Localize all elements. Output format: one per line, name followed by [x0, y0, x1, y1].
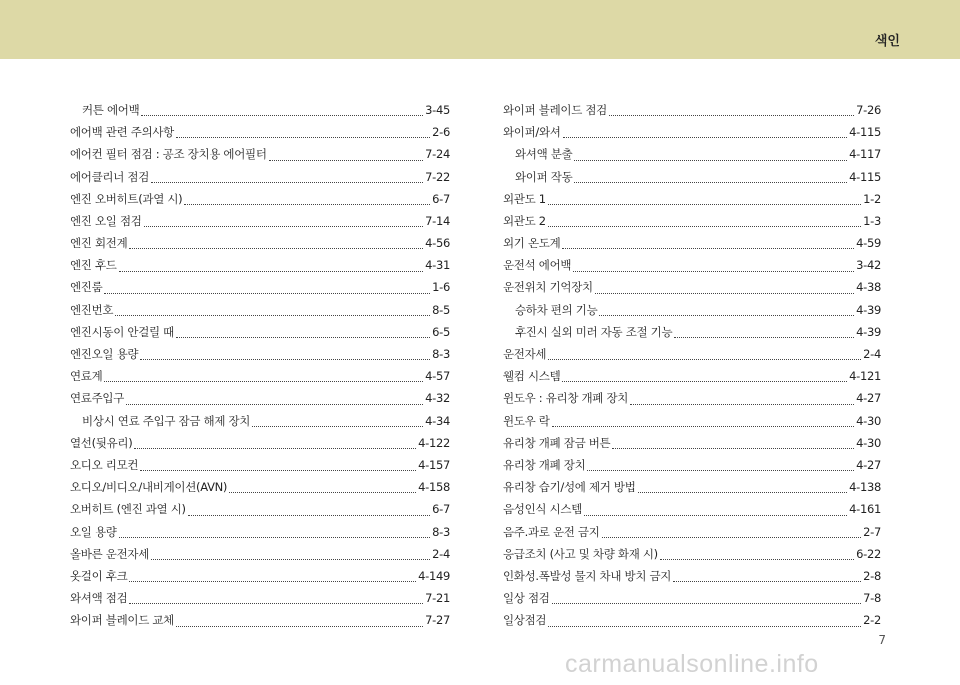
dot-leader [252, 426, 423, 427]
index-entry [70, 498, 450, 520]
index-entry-label: 일상 점검 [503, 591, 550, 606]
index-entry-page: 4-27 [856, 457, 881, 472]
index-entry [70, 432, 450, 454]
index-entry-label: 운전자세 [503, 347, 547, 362]
index-entry-label: 유리창 습기/성에 제거 방법 [503, 480, 636, 495]
index-entry-label: 옷걸이 후크 [70, 568, 128, 583]
index-entry-label: 엔진 후드 [70, 258, 117, 273]
index-entry-page: 6-7 [432, 191, 450, 206]
dot-leader [609, 115, 854, 116]
index-entry-page: 3-42 [856, 258, 881, 273]
dot-leader [184, 204, 430, 205]
index-entry [70, 387, 450, 409]
index-entry-label: 인화성.폭발성 물지 차내 방치 금지 [503, 568, 672, 583]
dot-leader [674, 337, 854, 338]
index-entry-page: 4-39 [856, 302, 881, 317]
dot-leader [574, 160, 847, 161]
index-entry-page: 4-59 [856, 236, 881, 251]
index-entry-label: 오일 용량 [70, 524, 117, 539]
index-entry [70, 609, 450, 631]
index-entry-page: 4-38 [856, 280, 881, 295]
index-entry-label: 외관도 2 [503, 213, 546, 228]
dot-leader [548, 359, 861, 360]
index-entry-page: 1-6 [432, 280, 450, 295]
index-entry-label: 올바른 운전자세 [70, 546, 150, 561]
index-entry-page: 4-56 [425, 236, 450, 251]
dot-leader [126, 404, 423, 405]
index-entry-label: 에어컨 필터 점검 : 공조 장치용 에어필터 [70, 147, 267, 162]
index-entry-page: 3-45 [425, 102, 450, 117]
index-entry [503, 343, 881, 365]
index-entry-page: 6-5 [432, 324, 450, 339]
dot-leader [548, 204, 861, 205]
index-entry [503, 410, 881, 432]
index-entry-page: 4-161 [849, 502, 881, 517]
index-entry [503, 543, 881, 565]
index-entry [503, 476, 881, 498]
index-entry-page: 8-3 [432, 347, 450, 362]
index-entry [70, 232, 450, 254]
index-entry-label: 음성인식 시스템 [503, 502, 583, 517]
index-entry-page: 6-22 [856, 546, 881, 561]
index-entry [503, 365, 881, 387]
dot-leader [176, 137, 430, 138]
index-entry-label: 오디오/비디오/내비게이션(AVN) [70, 480, 228, 495]
index-entry [70, 143, 450, 165]
index-entry-label: 외관도 1 [503, 191, 546, 206]
dot-leader [141, 115, 423, 116]
index-entry-page: 2-4 [863, 347, 881, 362]
index-entry-page: 4-30 [856, 435, 881, 450]
dot-leader [584, 515, 847, 516]
index-entry [70, 476, 450, 498]
index-entry [503, 432, 881, 454]
index-entry [503, 121, 881, 143]
dot-leader [129, 581, 416, 582]
index-entry [70, 99, 450, 121]
index-entry-page: 4-27 [856, 391, 881, 406]
index-entry [70, 321, 450, 343]
index-entry-page: 4-149 [418, 568, 450, 583]
index-entry-label: 엔진 회전계 [70, 236, 128, 251]
index-entry-page: 7-26 [856, 102, 881, 117]
index-entry-page: 1-3 [863, 213, 881, 228]
index-entry-label: 연료계 [70, 369, 103, 384]
index-entry [503, 299, 881, 321]
index-entry [70, 277, 450, 299]
index-entry [503, 232, 881, 254]
index-entry-label: 음주.과로 운전 금지 [503, 524, 600, 539]
index-entry-label: 커튼 에어백 [82, 102, 140, 117]
index-entry-page: 7-24 [425, 147, 450, 162]
header-band [0, 0, 960, 59]
dot-leader [119, 271, 424, 272]
index-entry-page: 4-34 [425, 413, 450, 428]
index-entry [70, 587, 450, 609]
index-entry-label: 엔진번호 [70, 302, 114, 317]
dot-leader [573, 271, 854, 272]
index-entry-label: 와이퍼 블레이드 점검 [503, 102, 607, 117]
dot-leader [638, 492, 848, 493]
index-entry [70, 565, 450, 587]
index-entry-page: 7-14 [425, 213, 450, 228]
dot-leader [176, 337, 430, 338]
page-number: 7 [878, 633, 886, 647]
dot-leader [151, 182, 423, 183]
index-entry [70, 166, 450, 188]
dot-leader [269, 160, 423, 161]
index-entry-page: 7-21 [425, 591, 450, 606]
index-entry-label: 승하차 편의 기능 [515, 302, 598, 317]
index-entry [503, 143, 881, 165]
index-entry-page: 2-4 [432, 546, 450, 561]
index-column-left [70, 99, 450, 632]
index-entry-label: 운전위치 기억장치 [503, 280, 593, 295]
dot-leader [673, 581, 861, 582]
index-entry-label: 오버히트 (엔진 과열 시) [70, 502, 186, 517]
index-entry-label: 열선(뒷유리) [70, 435, 133, 450]
index-entry-label: 와셔액 분출 [515, 147, 573, 162]
index-entry [70, 299, 450, 321]
dot-leader [188, 515, 430, 516]
index-entry-label: 엔진오일 용량 [70, 347, 139, 362]
index-entry-label: 와이퍼 작동 [515, 169, 573, 184]
index-entry-label: 웰컴 시스템 [503, 369, 561, 384]
index-entry-page: 4-158 [418, 480, 450, 495]
dot-leader [602, 537, 862, 538]
index-entry-page: 4-157 [418, 457, 450, 472]
index-entry-page: 7-8 [863, 591, 881, 606]
index-entry-page: 7-27 [425, 613, 450, 628]
index-entry-page: 2-2 [863, 613, 881, 628]
index-entry-label: 엔진 오버히트(과열 시) [70, 191, 183, 206]
index-column-right [503, 99, 881, 632]
index-entry [503, 387, 881, 409]
dot-leader [129, 248, 423, 249]
index-entry-page: 2-8 [863, 568, 881, 583]
index-entry [70, 210, 450, 232]
index-entry [503, 166, 881, 188]
index-entry-label: 비상시 연료 주입구 잠금 해제 장치 [82, 413, 251, 428]
dot-leader [119, 537, 431, 538]
index-entry-label: 윈도우 : 유리창 개폐 장치 [503, 391, 629, 406]
index-entry-label: 엔진시동이 안걸릴 때 [70, 324, 174, 339]
index-entry [70, 365, 450, 387]
index-entry-page: 4-138 [849, 480, 881, 495]
dot-leader [548, 226, 861, 227]
index-entry-label: 후진시 실외 미러 자동 조절 기능 [515, 324, 673, 339]
dot-leader [104, 381, 423, 382]
index-entry-page: 1-2 [863, 191, 881, 206]
index-entry-label: 오디오 리모컨 [70, 457, 139, 472]
index-entry-label: 운전석 에어백 [503, 258, 572, 273]
dot-leader [599, 315, 854, 316]
dot-leader [144, 226, 424, 227]
index-entry-label: 와이퍼/와셔 [503, 125, 561, 140]
dot-leader [229, 492, 416, 493]
dot-leader [548, 626, 861, 627]
dot-leader [140, 470, 416, 471]
index-entry-page: 6-7 [432, 502, 450, 517]
index-entry-label: 에어백 관련 주의사항 [70, 125, 174, 140]
index-entry-page: 4-121 [849, 369, 881, 384]
dot-leader [562, 381, 847, 382]
dot-leader [140, 359, 430, 360]
index-entry-label: 외기 온도계 [503, 236, 561, 251]
dot-leader [115, 315, 430, 316]
index-entry-page: 4-57 [425, 369, 450, 384]
index-entry [70, 121, 450, 143]
index-entry-page: 4-31 [425, 258, 450, 273]
dot-leader [563, 137, 847, 138]
index-entry-page: 2-7 [863, 524, 881, 539]
index-entry-page: 2-6 [432, 125, 450, 140]
index-entry [503, 254, 881, 276]
dot-leader [104, 293, 430, 294]
index-entry [70, 543, 450, 565]
index-entry [503, 321, 881, 343]
section-title: 색인 [874, 34, 900, 49]
index-entry-label: 엔진 오일 점검 [70, 213, 142, 228]
index-entry [503, 498, 881, 520]
index-entry [503, 565, 881, 587]
dot-leader [151, 559, 430, 560]
index-entry-label: 응급조치 (사고 및 차량 화재 시) [503, 546, 658, 561]
dot-leader [176, 626, 423, 627]
index-entry [70, 188, 450, 210]
index-entry [70, 254, 450, 276]
dot-leader [595, 293, 854, 294]
index-entry [503, 188, 881, 210]
index-entry [503, 99, 881, 121]
index-entry-page: 7-22 [425, 169, 450, 184]
index-entry-page: 4-122 [418, 435, 450, 450]
index-entry-label: 연료주입구 [70, 391, 125, 406]
index-entry [503, 609, 881, 631]
index-entry-page: 4-32 [425, 391, 450, 406]
watermark: carmanualsonline.info [565, 650, 819, 678]
index-entry [70, 521, 450, 543]
index-entry-page: 4-115 [849, 169, 881, 184]
dot-leader [660, 559, 854, 560]
index-entry [503, 277, 881, 299]
dot-leader [562, 248, 854, 249]
dot-leader [552, 603, 862, 604]
dot-leader [129, 603, 423, 604]
dot-leader [552, 426, 855, 427]
index-entry-page: 4-39 [856, 324, 881, 339]
index-entry-page: 4-30 [856, 413, 881, 428]
index-entry-label: 에어클리너 점검 [70, 169, 150, 184]
index-entry-label: 유리창 개폐 잠금 버튼 [503, 435, 611, 450]
index-entry-page: 8-5 [432, 302, 450, 317]
index-entry [503, 454, 881, 476]
index-entry-page: 4-117 [849, 147, 881, 162]
dot-leader [630, 404, 854, 405]
dot-leader [574, 182, 847, 183]
index-entry-page: 4-115 [849, 125, 881, 140]
index-entry-label: 윈도우 락 [503, 413, 550, 428]
index-entry [503, 587, 881, 609]
index-entry-label: 일상점검 [503, 613, 547, 628]
index-entry-label: 엔진룸 [70, 280, 103, 295]
dot-leader [612, 448, 854, 449]
index-entry-page: 8-3 [432, 524, 450, 539]
index-entry-label: 와이퍼 블레이드 교체 [70, 613, 174, 628]
index-entry-label: 유리창 개폐 장치 [503, 457, 586, 472]
index-entry-label: 와셔액 점검 [70, 591, 128, 606]
dot-leader [587, 470, 854, 471]
index-entry [503, 521, 881, 543]
index-entry [70, 454, 450, 476]
dot-leader [134, 448, 416, 449]
index-entry [70, 410, 450, 432]
index-entry [503, 210, 881, 232]
index-entry [70, 343, 450, 365]
